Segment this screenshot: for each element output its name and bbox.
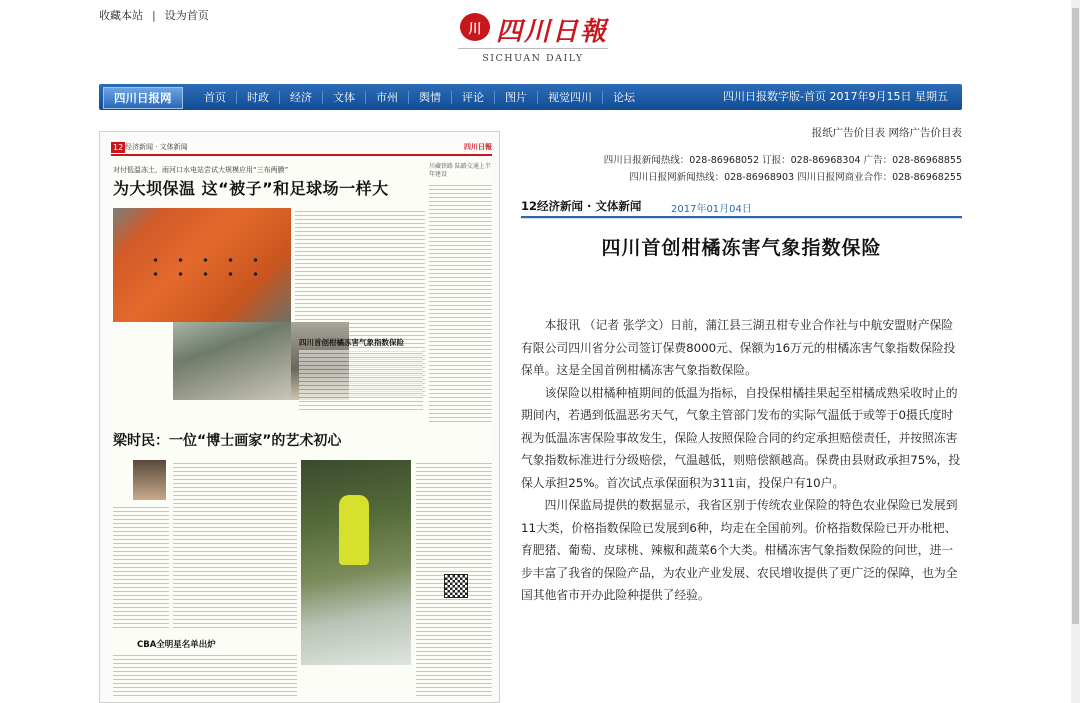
nav-item-economy[interactable]: 经济 <box>280 91 323 104</box>
text-columns <box>429 182 492 422</box>
nav-item-commentary[interactable]: 评论 <box>452 91 495 104</box>
set-homepage-link[interactable]: 设为首页 <box>164 9 209 22</box>
nav-item-photos[interactable]: 图片 <box>495 91 538 104</box>
main-nav <box>99 84 962 110</box>
article-paragraph: 本报讯 （记者 张学文）日前，蒲江县三湖丑柑专业合作社与中航安盟财产保险有限公司四川省分公司签订保费8000元、保额为16万元的柑橘冻害气象指数保险投保单。这是全国首例柑橘冻害气象指数保险。 <box>521 318 956 377</box>
header-rule <box>521 218 962 219</box>
text-columns <box>113 504 169 629</box>
nav-item-forum[interactable]: 论坛 <box>613 90 635 104</box>
page-kicker: 对付低温冻土，雨河口水电站尝试大规模应用“三布两膜” <box>113 166 289 174</box>
rider-figure <box>339 495 369 565</box>
hotline-row-1: 四川日报新闻热线：028-86968052 订报：028-86968304 广告：028-86968855 <box>603 155 962 166</box>
text-columns <box>299 350 423 410</box>
web-ad-rates-link[interactable]: 网络广告价目表 <box>888 127 962 139</box>
newspaper-page-thumbnail[interactable] <box>99 131 500 703</box>
add-favorite-link[interactable]: 收藏本站 <box>99 9 143 22</box>
article-paragraph: 四川保监局提供的数据显示，我省区别于传统农业保险的特色农业保险已发展到11大类，价格指数保险已发展到6种，均走在全国前列。价格指数保险已开办枇杷、育肥猪、葡萄、皮球桃、辣椒和蔬菜6个大类。柑橘冻害气象指数保险的问世，进一步丰富了我省的保险产品，为农业产业发展、农民增收提供了更广泛的保障，也为全国其他省市开办此险种提供了经验。 <box>521 498 958 602</box>
page-headline-dam[interactable]: 为大坝保温 这“被子”和足球场一样大 <box>113 179 389 198</box>
article-paragraph: 该保险以柑橘种植期间的低温为指标，自投保柑橘挂果起至柑橘成熟采收时止的期间内，若遇到低温恶劣天气，气象主管部门发布的实际气温低于或等于0摄氏度时视为低温冻害保险事故发生，保险人按照保险合同的约定承担赔偿责任，并按照冻害气象指数标准进行分级赔偿，气温越低，则赔偿额越高。保费由县财政承担75%，投保人承担25%。首次试点承保面积为311亩，投保户有10户。 <box>521 385 961 490</box>
nav-item-cities[interactable]: 市州 <box>366 91 409 104</box>
text-columns <box>173 460 297 630</box>
top-links <box>99 7 209 23</box>
hotline-row-2: 四川日报网新闻热线：028-86968903 四川日报网商业合作：028-86968255 <box>629 172 962 183</box>
article-section: 12经济新闻 · 文体新闻 <box>521 199 642 213</box>
page-header <box>111 142 492 156</box>
text-columns <box>113 652 297 697</box>
nav-item-visual-sichuan[interactable]: 视觉四川 <box>538 91 603 104</box>
nav-item-opinion[interactable]: 舆情 <box>409 91 452 104</box>
newspaper-page <box>111 142 492 702</box>
logo-divider <box>458 48 608 49</box>
motocross-photo <box>301 460 411 665</box>
article-date: 2017年01月04日 <box>671 204 752 215</box>
ad-links <box>812 125 962 140</box>
page-number: 12 <box>113 143 124 152</box>
page-subhead-citrus[interactable]: 四川首创柑橘冻害气象指数保险 <box>299 338 404 347</box>
nav-items <box>194 84 645 110</box>
paper-ad-rates-link[interactable]: 报纸广告价目表 <box>811 127 886 139</box>
nav-item-home[interactable]: 首页 <box>194 91 237 104</box>
nav-digital-edition-date[interactable]: 四川日报数字版-首页 2017年9月15日 星期五 <box>723 90 948 103</box>
logo-chinese: 四川日報 <box>496 17 609 47</box>
workers-photo <box>173 322 291 400</box>
nav-brand[interactable]: 四川日报网 <box>103 87 183 109</box>
nav-item-politics[interactable]: 时政 <box>237 91 280 104</box>
page-headline-cba[interactable]: CBA全明星名单出炉 <box>137 640 216 650</box>
qr-code-icon <box>444 574 468 598</box>
dam-photo <box>113 208 291 322</box>
painter-portrait <box>133 460 166 500</box>
page-section: 经济新闻 · 文体新闻 <box>125 143 188 151</box>
article-section-header <box>521 197 962 218</box>
link-separator: | <box>152 9 156 22</box>
page-sidebar-text: 川藏铁路 陆路交通上半年建设 <box>429 163 491 178</box>
dam-photo-pattern <box>143 253 263 283</box>
nav-item-culture[interactable]: 文体 <box>323 91 366 104</box>
page-headline-painter[interactable]: 梁时民：一位“博士画家”的艺术初心 <box>113 433 342 449</box>
vertical-scrollbar[interactable] <box>1071 0 1080 703</box>
logo-english: SICHUAN DAILY <box>482 53 584 64</box>
logo-seal-icon: 川 <box>460 13 490 41</box>
site-logo[interactable] <box>458 10 608 65</box>
article-title: 四川首创柑橘冻害气象指数保险 <box>601 237 882 259</box>
page-masthead: 四川日報 <box>464 143 492 151</box>
article-body <box>521 314 962 607</box>
scrollbar-thumb[interactable] <box>1072 8 1079 624</box>
